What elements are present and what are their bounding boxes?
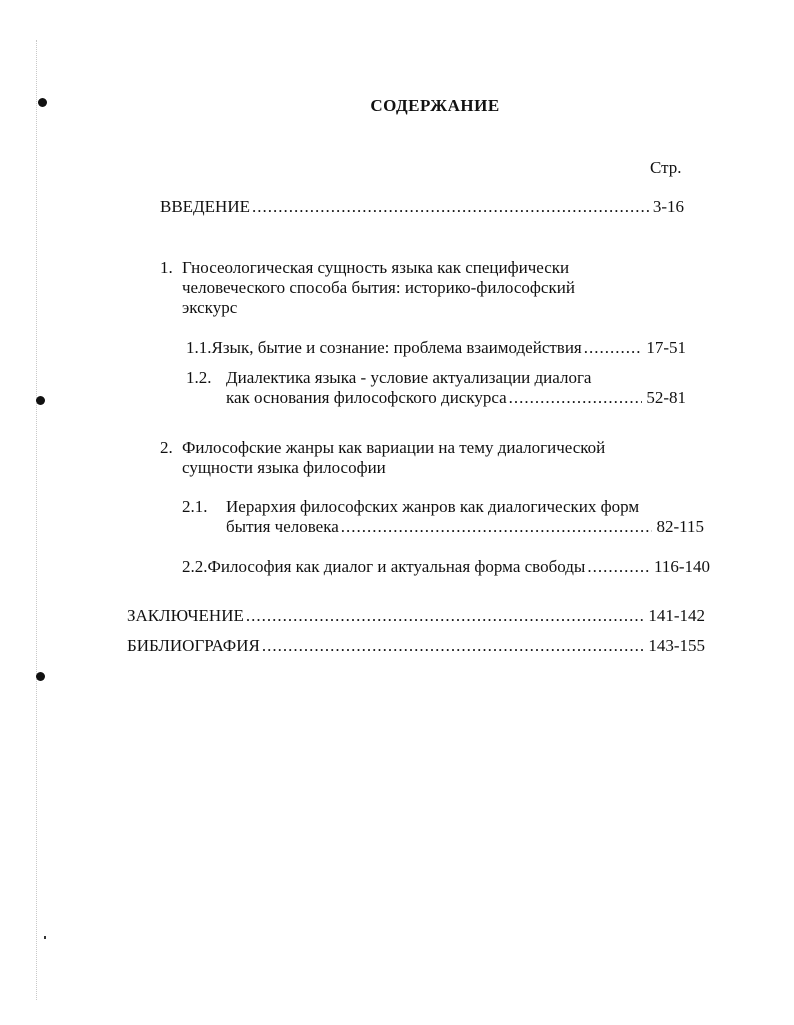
chapter-title-line: сущности языка философии <box>182 458 386 477</box>
section-number: 1.2. <box>186 368 212 387</box>
toc-entry-pages: 52-81 <box>646 388 686 407</box>
toc-entry-pages: 141-142 <box>648 606 705 625</box>
chapter-title-line: экскурс <box>182 298 238 317</box>
leader-dots <box>252 197 649 217</box>
section-number: 2.2. <box>182 557 208 576</box>
toc-entry-pages: 116-140 <box>653 557 710 576</box>
leader-dots <box>509 388 643 408</box>
scan-speck <box>44 936 46 939</box>
scan-margin-line <box>36 40 39 1000</box>
chapter-title-line: человеческого способа бытия: историко-философский <box>182 278 575 297</box>
section-title-line: Философия как диалог и актуальная форма свободы <box>207 557 586 576</box>
toc-entry-label: ЗАКЛЮЧЕНИЕ <box>127 606 244 625</box>
section-1-2-first-line <box>186 368 591 388</box>
section-title-line: Язык, бытие и сознание: проблема взаимодействия <box>211 338 582 357</box>
toc-entry-label: ВВЕДЕНИЕ <box>160 197 250 216</box>
toc-entry-conclusion <box>127 606 705 626</box>
toc-entry-bibliography <box>127 636 705 656</box>
toc-entry-label: БИБЛИОГРАФИЯ <box>127 636 260 655</box>
leader-dots <box>584 338 643 358</box>
toc-entry-section-2-2 <box>182 557 710 577</box>
punch-hole-middle <box>36 396 45 405</box>
page-title: СОДЕРЖАНИЕ <box>370 96 500 115</box>
section-title-line: как основания философского дискурса <box>226 388 507 407</box>
leader-dots <box>246 606 644 626</box>
section-number: 1.1. <box>186 338 212 357</box>
page-column-label: Стр. <box>650 158 682 177</box>
leader-dots <box>587 557 650 577</box>
toc-entry-pages: 3-16 <box>652 197 684 216</box>
chapter-2-heading <box>160 438 605 458</box>
toc-entry-intro <box>160 197 684 217</box>
section-title-line: Диалектика языка - условие актуализации диалога <box>226 368 592 387</box>
chapter-number: 2. <box>160 438 173 457</box>
section-title-line: бытия человека <box>226 517 339 536</box>
chapter-1-heading <box>160 258 569 278</box>
section-title-line: Иерархия философских жанров как диалогических форм <box>226 497 640 516</box>
leader-dots <box>341 517 653 537</box>
punch-hole-bottom <box>36 672 45 681</box>
section-2-1-first-line <box>182 497 639 517</box>
toc-entry-pages: 143-155 <box>648 636 705 655</box>
section-number: 2.1. <box>182 497 208 516</box>
chapter-number: 1. <box>160 258 173 277</box>
toc-entry-section-1-2 <box>226 388 686 408</box>
leader-dots <box>262 636 645 656</box>
chapter-title-line: Гносеологическая сущность языка как специфически <box>182 258 570 277</box>
toc-entry-pages: 82-115 <box>656 517 704 536</box>
toc-entry-section-2-1 <box>226 517 704 537</box>
toc-entry-section-1-1 <box>186 338 686 358</box>
chapter-title-line: Философские жанры как вариации на тему диалогической <box>182 438 606 457</box>
toc-entry-pages: 17-51 <box>646 338 686 357</box>
